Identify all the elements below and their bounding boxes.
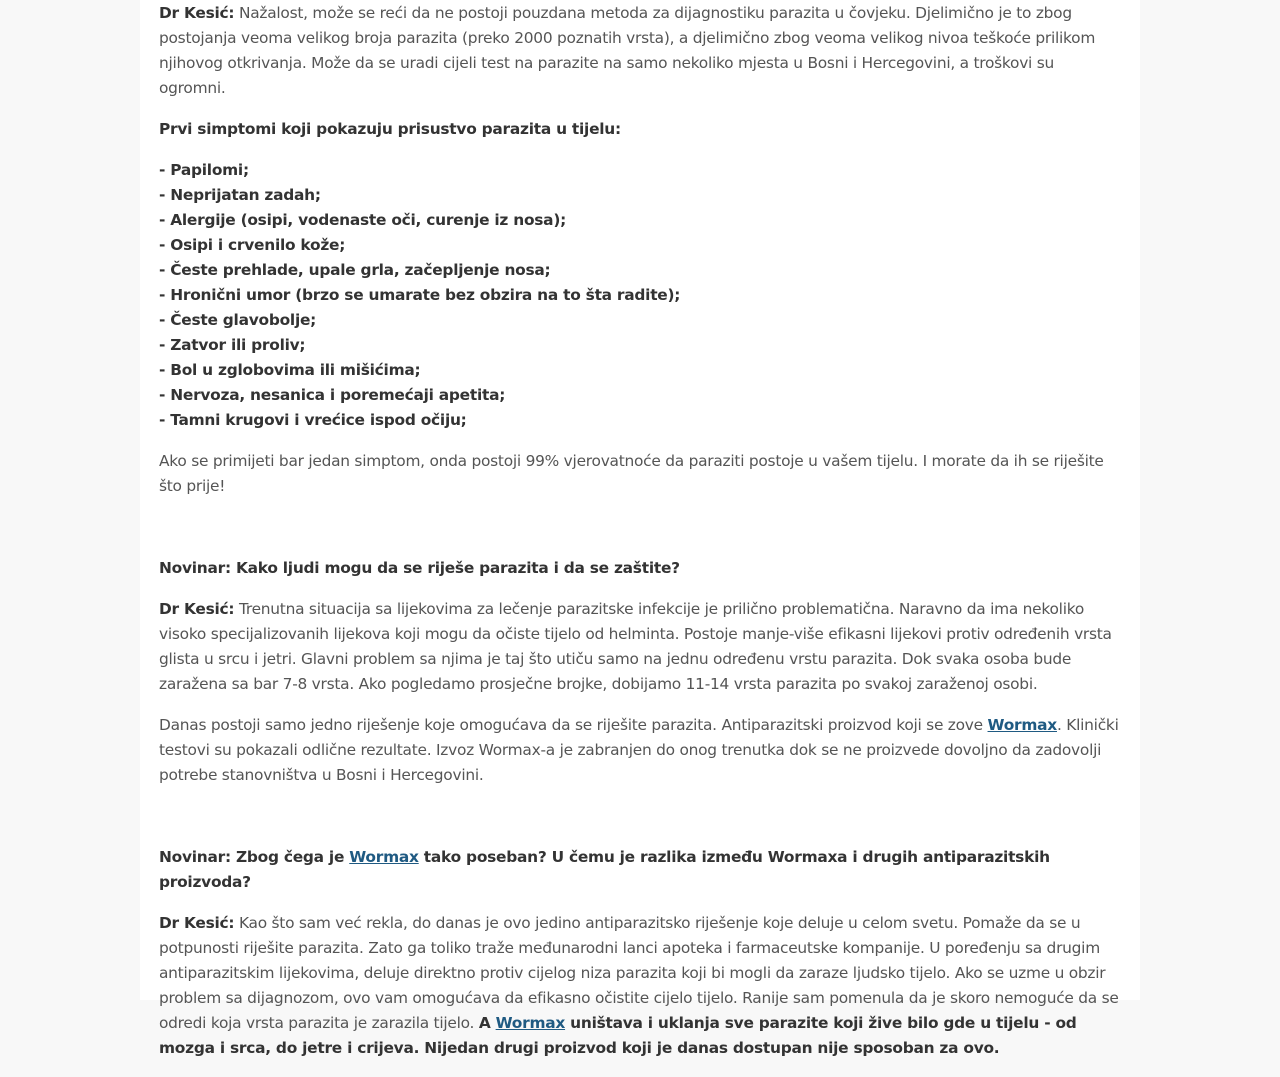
speaker-label: Novinar: [159,848,231,866]
article-page [140,0,1140,1057]
article-body [159,1,1125,1077]
question-text-after: tako poseban? U čemu je razlika između Wormaxa i drugih antiparazitskih proizvoda? [159,848,1050,891]
list-item: - Hronični umor (brzo se umarate bez obzira na to šta radite); [159,286,681,304]
question-paragraph [159,845,1125,895]
speaker-label: Dr Kesić: [159,4,235,22]
answer-paragraph [159,597,1125,697]
list-item: - Zatvor ili proliv; [159,336,306,354]
answer-text: Kao što sam već rekla, do danas je ovo jedino antiparazitsko riješenje koje deluje u celom svetu. Pomaže da se u potpunosti riješite parazita. Zato ga toliko traže međunarodni lanci apoteka i farmaceutske kompanije. U poređenju sa drugim antiparazitskim lijekovima, deluje direktno protiv cijelog niza parazita koji bi mogli da zaraze ljudsko tijelo. Ako se uzme u obzir problem sa dijagnozom, ovo vam omogućava da efikasno očistite cijelo tijelo. Ranije sam pomenula da je skoro nemoguće da se odredi koja vrsta parazita je zarazila tijelo. [159,914,1119,1032]
wormax-link[interactable]: Wormax [987,716,1057,734]
list-item: - Osipi i crvenilo kože; [159,236,346,254]
wormax-link[interactable]: Wormax [349,848,419,866]
list-item: - Česte glavobolje; [159,311,317,329]
section-spacer [159,804,1125,845]
list-item: - Neprijatan zadah; [159,186,321,204]
answer-bold-after: uništava i uklanja sve parazite koji žive bilo gde u tijelu - od mozga i srca, do jetre i crijeva. Nijedan drugi proizvod koji je danas dostupan nije sposoban za ovo. [159,1014,1077,1057]
question-text: Kako ljudi mogu da se riješe parazita i da se zaštite? [235,559,680,577]
question-text-before: Zbog čega je [235,848,350,866]
symptoms-note: Ako se primijeti bar jedan simptom, onda postoji 99% vjerovatnoće da paraziti postoje u vašem tijelu. I morate da ih se riješite što prije! [159,452,1104,495]
answer-paragraph [159,911,1125,1061]
symptoms-heading: Prvi simptomi koji pokazuju prisustvo parazita u tijelu: [159,120,621,138]
answer-paragraph [159,1,1125,101]
list-item: - Tamni krugovi i vrećice ispod očiju; [159,411,467,429]
question-paragraph [159,556,1125,581]
speaker-label: Dr Kesić: [159,600,235,618]
speaker-label: Novinar: [159,559,231,577]
speaker-label: Dr Kesić: [159,914,235,932]
list-item: - Nervoza, nesanica i poremećaji apetita; [159,386,506,404]
answer-bold-before: A [478,1014,496,1032]
solution-paragraph [159,713,1125,788]
list-item: - Papilomi; [159,161,249,179]
answer-text: Nažalost, može se reći da ne postoji pouzdana metoda za dijagnostiku parazita u čovjeku. Djelimično je to zbog postojanja veoma velikog broja parazita (preko 2000 poznatih vrsta), a djelimično zbog veoma velikog nivoa teškoće prilikom njihovog otkrivanja. Može da se uradi cijeli test na parazite na samo nekoliko mjesta u Bosni i Hercegovini, a troškovi su ogromni. [159,4,1096,97]
list-item: - Česte prehlade, upale grla, začepljenje nosa; [159,261,551,279]
symptoms-list [159,158,1125,433]
solution-text-after: . Klinički testovi su pokazali odlične rezultate. Izvoz Wormax-a je zabranjen do onog trenutka dok se ne proizvede dovoljno da zadovolji potrebe stanovništva u Bosni i Hercegovini. [159,716,1119,784]
list-item: - Alergije (osipi, vodenaste oči, curenje iz nosa); [159,211,567,229]
wormax-link[interactable]: Wormax [495,1014,566,1032]
solution-text-before: Danas postoji samo jedno riješenje koje omogućava da se riješite parazita. Antiparazitski proizvod koji se zove [159,716,988,734]
list-item: - Bol u zglobovima ili mišićima; [159,361,421,379]
section-spacer [159,515,1125,556]
answer-text: Trenutna situacija sa lijekovima za lečenje parazitske infekcije je prilično problematična. Naravno da ima nekoliko visoko specijalizovanih lijekova koji mogu da očiste tijelo od helminta. Postoje manje-više efikasni lijekovi protiv određenih vrsta glista u srcu i jetri. Glavni problem sa njima je taj što utiču samo na jednu određenu vrstu parazita. Dok svaka osoba bude zaražena sa bar 7-8 vrsta. Ako pogledamo prosječne brojke, dobijamo 11-14 vrsta parazita po svakoj zaraženoj osobi. [159,600,1112,693]
